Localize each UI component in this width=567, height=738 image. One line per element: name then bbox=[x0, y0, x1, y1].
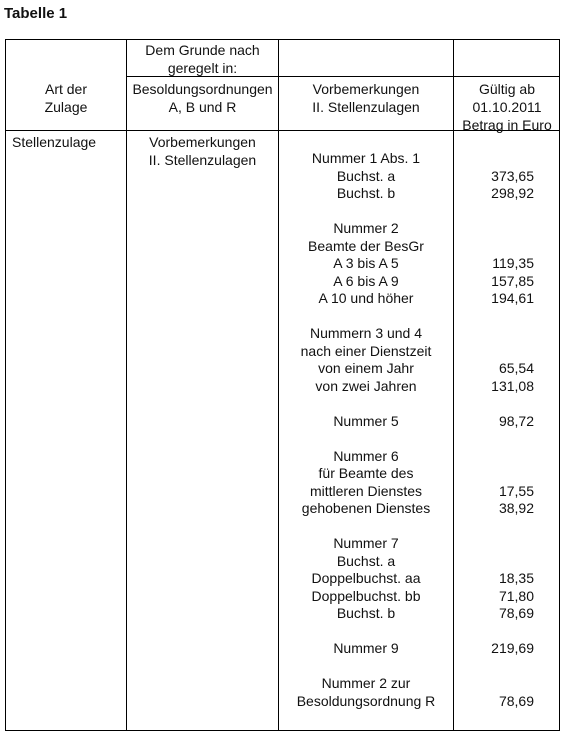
allowance-table bbox=[5, 39, 560, 731]
row-value: 119,35 bbox=[492, 255, 534, 271]
row-value: 65,54 bbox=[498, 360, 534, 376]
body-col2-line: II. Stellenzulagen bbox=[148, 152, 257, 168]
row-label: Buchst. b bbox=[336, 185, 396, 201]
row-label: Buchst. a bbox=[336, 167, 396, 184]
row-value bbox=[454, 325, 534, 343]
row-label: A 6 bis A 9 bbox=[333, 272, 399, 289]
row-value bbox=[454, 430, 534, 448]
row-label bbox=[279, 658, 453, 676]
body-values bbox=[454, 150, 534, 710]
row-label: A 3 bis A 5 bbox=[333, 255, 399, 271]
row-label: Doppelbuchst. aa bbox=[311, 570, 421, 586]
row-label: von zwei Jahren bbox=[315, 377, 417, 394]
row-value bbox=[454, 448, 534, 466]
row-value bbox=[454, 220, 534, 238]
row-value bbox=[454, 535, 534, 553]
row-value: 18,35 bbox=[498, 570, 534, 586]
row-value: 98,72 bbox=[498, 412, 534, 429]
row-value: 78,69 bbox=[498, 605, 534, 621]
header-col3-line: II. Stellenzulagen bbox=[312, 99, 420, 115]
row-label: Nummer 5 bbox=[333, 412, 399, 429]
row-value bbox=[454, 675, 534, 693]
row-label: von einem Jahr bbox=[318, 360, 414, 376]
row-value: 157,85 bbox=[491, 272, 534, 289]
row-label bbox=[279, 518, 453, 536]
table-title: Tabelle 1 bbox=[4, 5, 68, 22]
header-top-col2-line: geregelt in: bbox=[167, 60, 238, 76]
row-label bbox=[279, 430, 453, 448]
row-value bbox=[454, 658, 534, 676]
row-label bbox=[279, 308, 453, 326]
header-col3-line: Vorbemerkungen bbox=[312, 81, 420, 97]
row-label: nach einer Dienstzeit bbox=[300, 342, 432, 359]
header-col1-line: Art der bbox=[44, 81, 87, 97]
body-col2 bbox=[127, 133, 278, 169]
row-label: Nummer 2 zur bbox=[321, 675, 411, 691]
row-value bbox=[454, 238, 534, 256]
row-label: A 10 und höher bbox=[318, 290, 414, 306]
row-label bbox=[279, 395, 453, 413]
row-label bbox=[279, 203, 453, 221]
row-label: Nummer 1 Abs. 1 bbox=[311, 150, 421, 166]
row-value bbox=[454, 203, 534, 221]
row-value bbox=[454, 150, 534, 168]
row-label: für Beamte des bbox=[318, 465, 414, 481]
header-col2-line: A, B und R bbox=[168, 99, 237, 115]
header-top-col2 bbox=[127, 41, 278, 77]
row-label: gehobenen Dienstes bbox=[301, 500, 431, 516]
header-col2 bbox=[127, 80, 278, 116]
header-col4 bbox=[454, 80, 560, 134]
row-label bbox=[279, 623, 453, 641]
body-labels bbox=[279, 150, 453, 710]
header-col1 bbox=[6, 80, 126, 116]
row-value: 373,65 bbox=[491, 167, 534, 184]
row-value: 131,08 bbox=[491, 377, 534, 394]
body-col1: Stellenzulage bbox=[12, 134, 97, 150]
row-label: Buchst. b bbox=[336, 605, 396, 621]
row-value: 298,92 bbox=[491, 185, 534, 201]
row-label: Nummer 7 bbox=[333, 535, 399, 551]
row-value bbox=[454, 518, 534, 536]
row-label: Beamte der BesGr bbox=[308, 237, 424, 254]
body-col2-line: Vorbemerkungen bbox=[149, 134, 256, 150]
row-value bbox=[454, 623, 534, 641]
row-label: mittleren Dienstes bbox=[309, 482, 423, 499]
row-label: Nummer 6 bbox=[333, 447, 399, 464]
row-label: Doppelbuchst. bb bbox=[311, 587, 421, 604]
header-col4-line: 01.10.2011 bbox=[472, 99, 542, 115]
row-value bbox=[454, 395, 534, 413]
row-label: Buchst. a bbox=[336, 552, 396, 569]
row-label: Nummern 3 und 4 bbox=[309, 325, 423, 341]
row-value: 71,80 bbox=[498, 587, 534, 604]
row-value bbox=[454, 308, 534, 326]
row-label: Besoldungsordnung R bbox=[296, 692, 436, 709]
row-value: 194,61 bbox=[491, 290, 534, 306]
header-col4-line: Gültig ab bbox=[478, 81, 536, 97]
row-value bbox=[454, 553, 534, 571]
header-col4-line: Betrag in Euro bbox=[462, 117, 552, 133]
header-col3 bbox=[279, 80, 453, 116]
row-value bbox=[454, 465, 534, 483]
row-value: 78,69 bbox=[498, 692, 534, 709]
row-label: Nummer 2 bbox=[333, 220, 399, 236]
header-top-col2-line: Dem Grunde nach bbox=[145, 42, 260, 58]
header-col2-line: Besoldungsordnungen bbox=[132, 81, 273, 97]
row-label: Nummer 9 bbox=[333, 640, 399, 656]
header-col1-line: Zulage bbox=[44, 99, 88, 115]
row-value: 219,69 bbox=[491, 640, 534, 656]
row-value: 38,92 bbox=[498, 500, 534, 516]
row-value: 17,55 bbox=[498, 482, 534, 499]
row-value bbox=[454, 343, 534, 361]
